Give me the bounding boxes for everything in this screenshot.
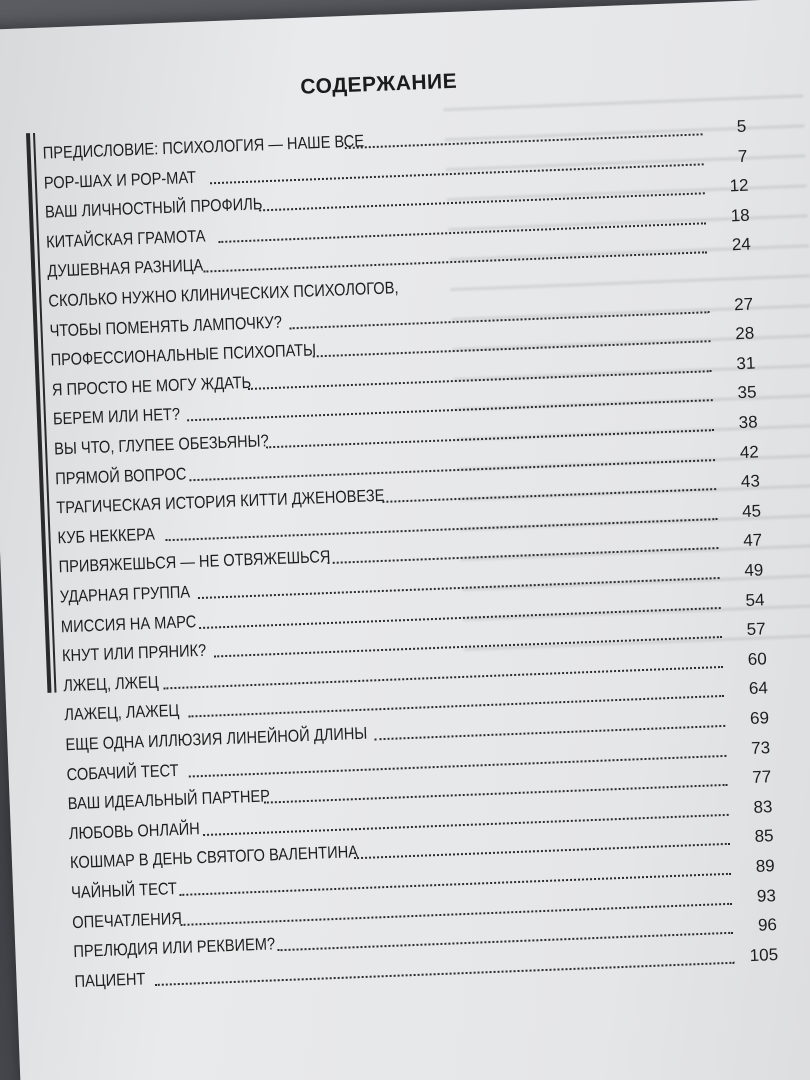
toc-page-number: 96 [757, 915, 778, 935]
toc-entry-title: ТРАГИЧЕСКАЯ ИСТОРИЯ КИТТИ ДЖЕНОВЕЗЕ [56, 486, 385, 518]
toc-entry-title: УДАРНАЯ ГРУППА [59, 582, 191, 607]
toc-entry-title: ВАШ ИДЕАЛЬНЫЙ ПАРТНЕР [67, 786, 271, 814]
dot-leader [313, 340, 711, 357]
toc-page-number: 27 [733, 294, 754, 314]
toc-entry-title: КУБ НЕККЕРА [57, 524, 156, 548]
toc-entry [56, 484, 438, 519]
toc-entry [55, 463, 208, 489]
toc-page-number: 38 [738, 412, 758, 433]
toc-entry [72, 908, 200, 933]
toc-entry [47, 255, 229, 282]
toc-entry [57, 524, 171, 548]
toc-entry [61, 611, 219, 637]
dot-leader [203, 252, 707, 273]
toc-page-number: 77 [751, 767, 772, 788]
dot-leader [155, 962, 735, 986]
dot-leader [248, 370, 712, 390]
toc-page-number: 28 [734, 323, 755, 344]
toc-entry-title: ОПЕЧАТЛЕНИЯ [71, 908, 183, 932]
toc-entry [64, 701, 198, 726]
toc-entry [63, 672, 175, 696]
dot-leader [266, 429, 714, 448]
dot-leader [210, 163, 704, 184]
toc-entry-title: ВАШ ЛИЧНОСТНЫЙ ПРОФИЛЬ [44, 194, 263, 222]
toc-entry [59, 582, 211, 608]
toc-page-number: 47 [742, 530, 763, 551]
toc-entry [74, 969, 157, 992]
toc-entry [71, 878, 195, 903]
toc-page-number: 69 [749, 708, 770, 728]
dot-leader [199, 607, 721, 629]
toc-page-number: 60 [747, 649, 768, 669]
toc-page-number: 73 [750, 737, 771, 758]
toc-entry-title: КИТАЙСКАЯ ГРАМОТА [45, 226, 206, 252]
toc-entry-title: ПРЕЛЮДИЯ ИЛИ РЕКВИЕМ? [73, 934, 276, 962]
toc-entry [44, 166, 221, 193]
toc-page-number: 18 [730, 205, 751, 226]
toc-entry [48, 276, 456, 312]
toc-entry [45, 193, 298, 223]
toc-entry [54, 430, 304, 460]
toc-entry-title: РОР-ШАХ И РОР-МАТ [43, 167, 197, 193]
toc-entry-title: КОШМАР В ДЕНЬ СВЯТОГО ВАЛЕНТИНА [69, 842, 359, 873]
dot-leader [189, 459, 715, 481]
toc-page-number: 105 [749, 944, 779, 965]
toc-entry [49, 311, 320, 341]
toc-entry-title: ЕЩЕ ОДНА ИЛЛЮЗИЯ ЛИНЕЙНОЙ ДЛИНЫ [65, 723, 368, 755]
toc-entry [53, 404, 202, 430]
toc-page-number: 24 [731, 234, 752, 255]
toc-entry-title: КНУТ ИЛИ ПРЯНИК? [61, 640, 207, 666]
toc-page-number: 83 [753, 796, 773, 817]
dot-leader [188, 695, 724, 718]
dot-leader [166, 518, 718, 541]
toc-entry-title: Я ПРОСТО НЕ МОГУ ЖДАТЬ [51, 372, 252, 400]
toc-entry-title: СКОЛЬКО НУЖНО КЛИНИЧЕСКИХ ПСИХОЛОГОВ, [48, 278, 399, 311]
toc-entry-title: ЧТОБЫ ПОМЕНЯТЬ ЛАМПОЧКУ? [49, 312, 283, 341]
toc-entry-title: ПРИВЯЖЕШЬСЯ — НЕ ОТВЯЖЕШЬСЯ [58, 547, 331, 577]
dot-leader [189, 754, 727, 777]
toc-page-number: 49 [744, 560, 764, 581]
dot-leader [328, 547, 719, 564]
toc-entry [62, 640, 230, 666]
dot-leader [163, 666, 723, 689]
toc-page-number: 42 [739, 442, 760, 462]
toc-entry-title: ПРЕДИСЛОВИЕ: ПСИХОЛОГИЯ — НАШЕ ВСЕ [42, 131, 365, 163]
dot-leader [214, 636, 722, 657]
toc-entry-title: ЛЮБОВЬ ОНЛАЙН [68, 818, 201, 843]
toc-page-number: 35 [737, 382, 757, 403]
toc-entry-title: ЧАЙНЫЙ ТЕСТ [70, 879, 178, 903]
toc-entry [52, 371, 285, 400]
toc-page-number: 7 [737, 146, 748, 166]
dot-leader [180, 902, 732, 925]
toc-page-number: 54 [745, 589, 765, 610]
toc-entry [65, 722, 417, 755]
toc-page-number: 89 [755, 856, 776, 876]
toc-entry-title: ЛАЖЕЦ, ЛАЖЕЦ [63, 701, 180, 725]
dot-leader [259, 192, 705, 211]
dot-leader [187, 400, 713, 422]
toc-page-number: 93 [756, 885, 777, 906]
dot-leader [278, 932, 734, 952]
toc-page-number: 43 [740, 471, 761, 492]
toc-entry [73, 933, 308, 962]
toc-page-number: 85 [754, 826, 774, 847]
toc-entry-title: ПРЯМОЙ ВОПРОС [54, 464, 187, 489]
dot-leader [203, 814, 729, 836]
toc-page-number: 12 [729, 175, 749, 196]
toc-entry [46, 225, 232, 252]
toc-page-number: 5 [736, 116, 747, 137]
toc-page-number: 45 [741, 501, 762, 521]
dot-leader [374, 725, 725, 740]
toc-entry [66, 760, 197, 785]
dot-leader [290, 311, 710, 329]
dot-leader [179, 873, 731, 896]
toc-entry-title: МИССИЯ НА МАРС [60, 611, 197, 636]
toc-heading: СОДЕРЖАНИЕ [299, 69, 458, 99]
dot-leader [218, 222, 706, 243]
toc-page-number: 64 [748, 678, 769, 699]
toc-entry-title: ДУШЕВНАЯ РАЗНИЦА [46, 256, 204, 281]
toc-page-number: 57 [746, 619, 766, 640]
toc-entry [67, 785, 303, 814]
toc-entry-title: БЕРЕМ ИЛИ НЕТ? [52, 405, 181, 429]
toc-entry-title: ПРОФЕССИОНАЛЬНЫЕ ПСИХОПАТЫ [50, 340, 317, 370]
toc-page-number: 31 [736, 353, 756, 373]
toc-entry-title: ПАЦИЕНТ [74, 969, 146, 991]
dot-leader [264, 784, 728, 804]
toc-entry-title: ЛЖЕЦ, ЛЖЕЦ [62, 672, 159, 696]
toc-entry-title: ВЫ ЧТО, ГЛУПЕЕ ОБЕЗЬЯНЫ? [53, 431, 270, 459]
toc-entry-title: СОБАЧИЙ ТЕСТ [66, 760, 179, 784]
dot-leader [354, 843, 730, 859]
dot-leader [198, 577, 720, 599]
toc-entry [69, 818, 222, 844]
